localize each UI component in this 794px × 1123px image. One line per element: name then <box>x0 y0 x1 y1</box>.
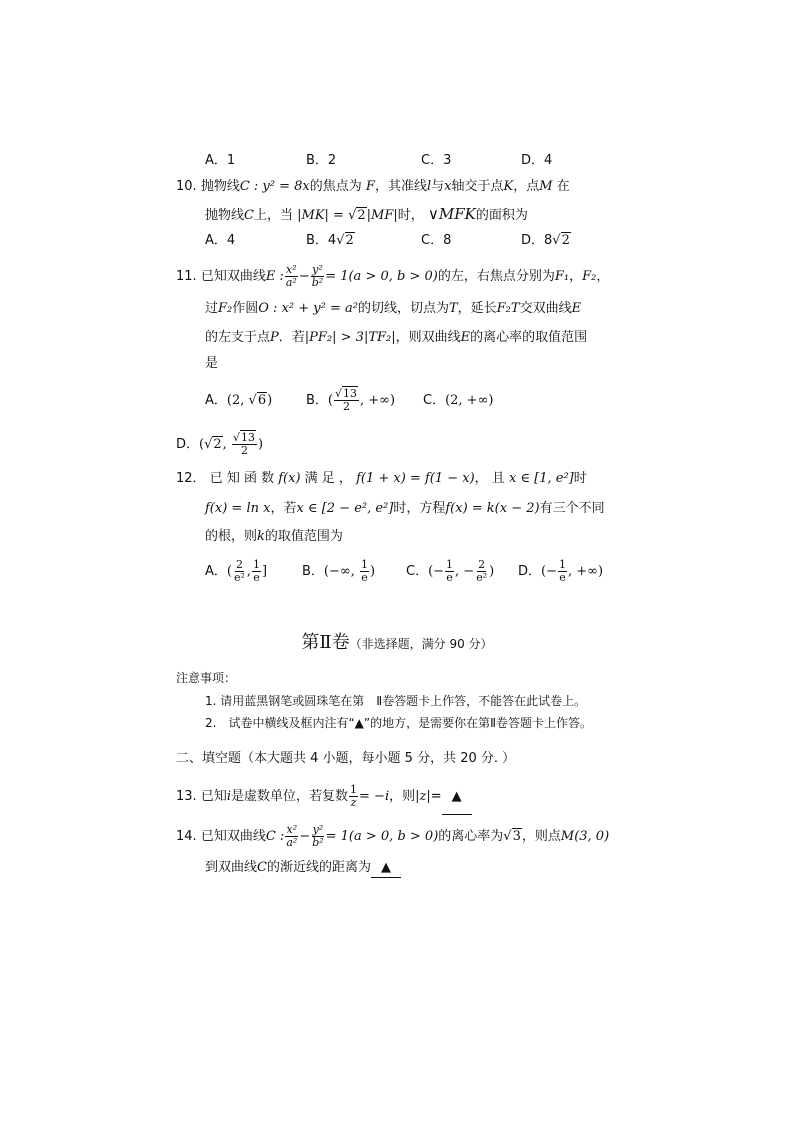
notes-heading: 注意事项： <box>176 671 237 685</box>
notes-item-2: 2. 试卷中横线及框内注有“▲”的地方，是需要你在第Ⅱ卷答题卡上作答。 <box>205 716 593 730</box>
q9-option-d: D．4 <box>521 153 553 168</box>
q12-line1: 12． 已 知 函 数 f(x) 满 足 ， f(1 + x) = f(1 − x)， 且 x ∈ [1, e²]时 <box>176 471 587 486</box>
q13-answer-blank[interactable]: ▲ <box>442 780 472 815</box>
q10-option-a: A．4 <box>205 233 236 248</box>
q10-line2: 抛物线C上，当 |MK| = √2|MF|时， ∨MFK的面积为 <box>205 205 528 223</box>
q12-number: 12． <box>176 471 206 486</box>
section2-heading: 二、填空题（本大题共 4 小题，每小题 5 分，共 20 分. ） <box>176 751 516 766</box>
q10-line1: 10. 抛物线C : y² = 8x的焦点为 F，其准线l与x轴交于点K，点M 在 <box>176 179 570 194</box>
q14-line1: 14. 已知双曲线C : $\frac{\text{x²}}{\text{a²}}$ − $\frac{\text{y²}}{\text{b²}}$ = 1(a > 0, b > 0)的离心率为√3，则点M(3, 0) <box>176 823 610 849</box>
q11-option-c: C．(2, +∞) <box>423 393 494 408</box>
q10-option-b: B．4√2 <box>306 233 354 248</box>
q11-frac-y: $\frac{\text{y²}}{\text{b²}}$ <box>311 263 324 289</box>
q11-line2: 过F₂作圆O : x² + y² = a²的切线，切点为T，延长F₂T交双曲线E <box>205 301 582 316</box>
q12-option-c: C．(− $\frac{1}{e}$ , − $\frac{2}{\text{e²}}$ ) <box>406 558 495 584</box>
q11-line4: 是 <box>205 356 219 371</box>
q11-option-d: D．(√2, $\frac{√13}{2}$ ) <box>176 431 264 457</box>
q14-line2: 到双曲线C的渐近线的距离为 ▲ <box>205 859 401 878</box>
q14-answer-blank[interactable]: ▲ <box>371 859 401 878</box>
q12-option-d: D．(− $\frac{1}{e}$ , +∞) <box>518 558 604 584</box>
q13-line: 13. 已知i是虚数单位，若复数 $\frac{1}{z}$ = −i，则|z|= ▲ <box>176 780 472 815</box>
q11-option-a: A．(2, √6) <box>205 393 273 408</box>
q13-number: 13. <box>176 789 197 804</box>
q14-number: 14. <box>176 829 197 844</box>
q12-option-b: B．(−∞, $\frac{1}{e}$ ) <box>302 558 376 584</box>
notes-item-1: 1. 请用蓝黑钢笔或圆珠笔在第 Ⅱ卷答题卡上作答，不能答在此试卷上。 <box>205 694 587 708</box>
q11-frac-x: $\frac{\text{x²}}{\text{a²}}$ <box>285 263 297 289</box>
q11-line3: 的左支于点P．若|PF₂| > 3|TF₂|，则双曲线E的离心率的取值范围 <box>205 330 588 345</box>
q12-line2: f(x) = ln x，若x ∈ [2 − e², e²]时，方程f(x) = k(x − 2)有三个不同 <box>205 501 605 516</box>
q10-number: 10. <box>176 179 197 194</box>
q9-option-c: C．3 <box>421 153 452 168</box>
triangle-symbol: ∨MFK <box>427 205 476 223</box>
q9-option-a: A．1 <box>205 153 236 168</box>
q12-option-a: A．( $\frac{2}{\text{e²}}$ , $\frac{1}{e}$ ] <box>205 558 268 584</box>
part2-title: 第Ⅱ卷（非选择题，满分 90 分） <box>301 632 493 653</box>
q10-option-d: D．8√2 <box>521 233 570 248</box>
q9-option-b: B．2 <box>306 153 337 168</box>
q12-line3: 的根，则k的取值范围为 <box>205 529 343 544</box>
q11-number: 11. <box>176 269 197 284</box>
q10-option-c: C．8 <box>421 233 452 248</box>
q11-option-b: B．( $\frac{√13}{2}$ , +∞) <box>306 387 396 413</box>
q11-line1: 11. 已知双曲线E : $\frac{\text{x²}}{\text{a²}}$ − $\frac{\text{y²}}{\text{b²}}$ = 1(a > 0, b > 0)的左，右焦点分别为F₁，F₂， <box>176 263 610 289</box>
